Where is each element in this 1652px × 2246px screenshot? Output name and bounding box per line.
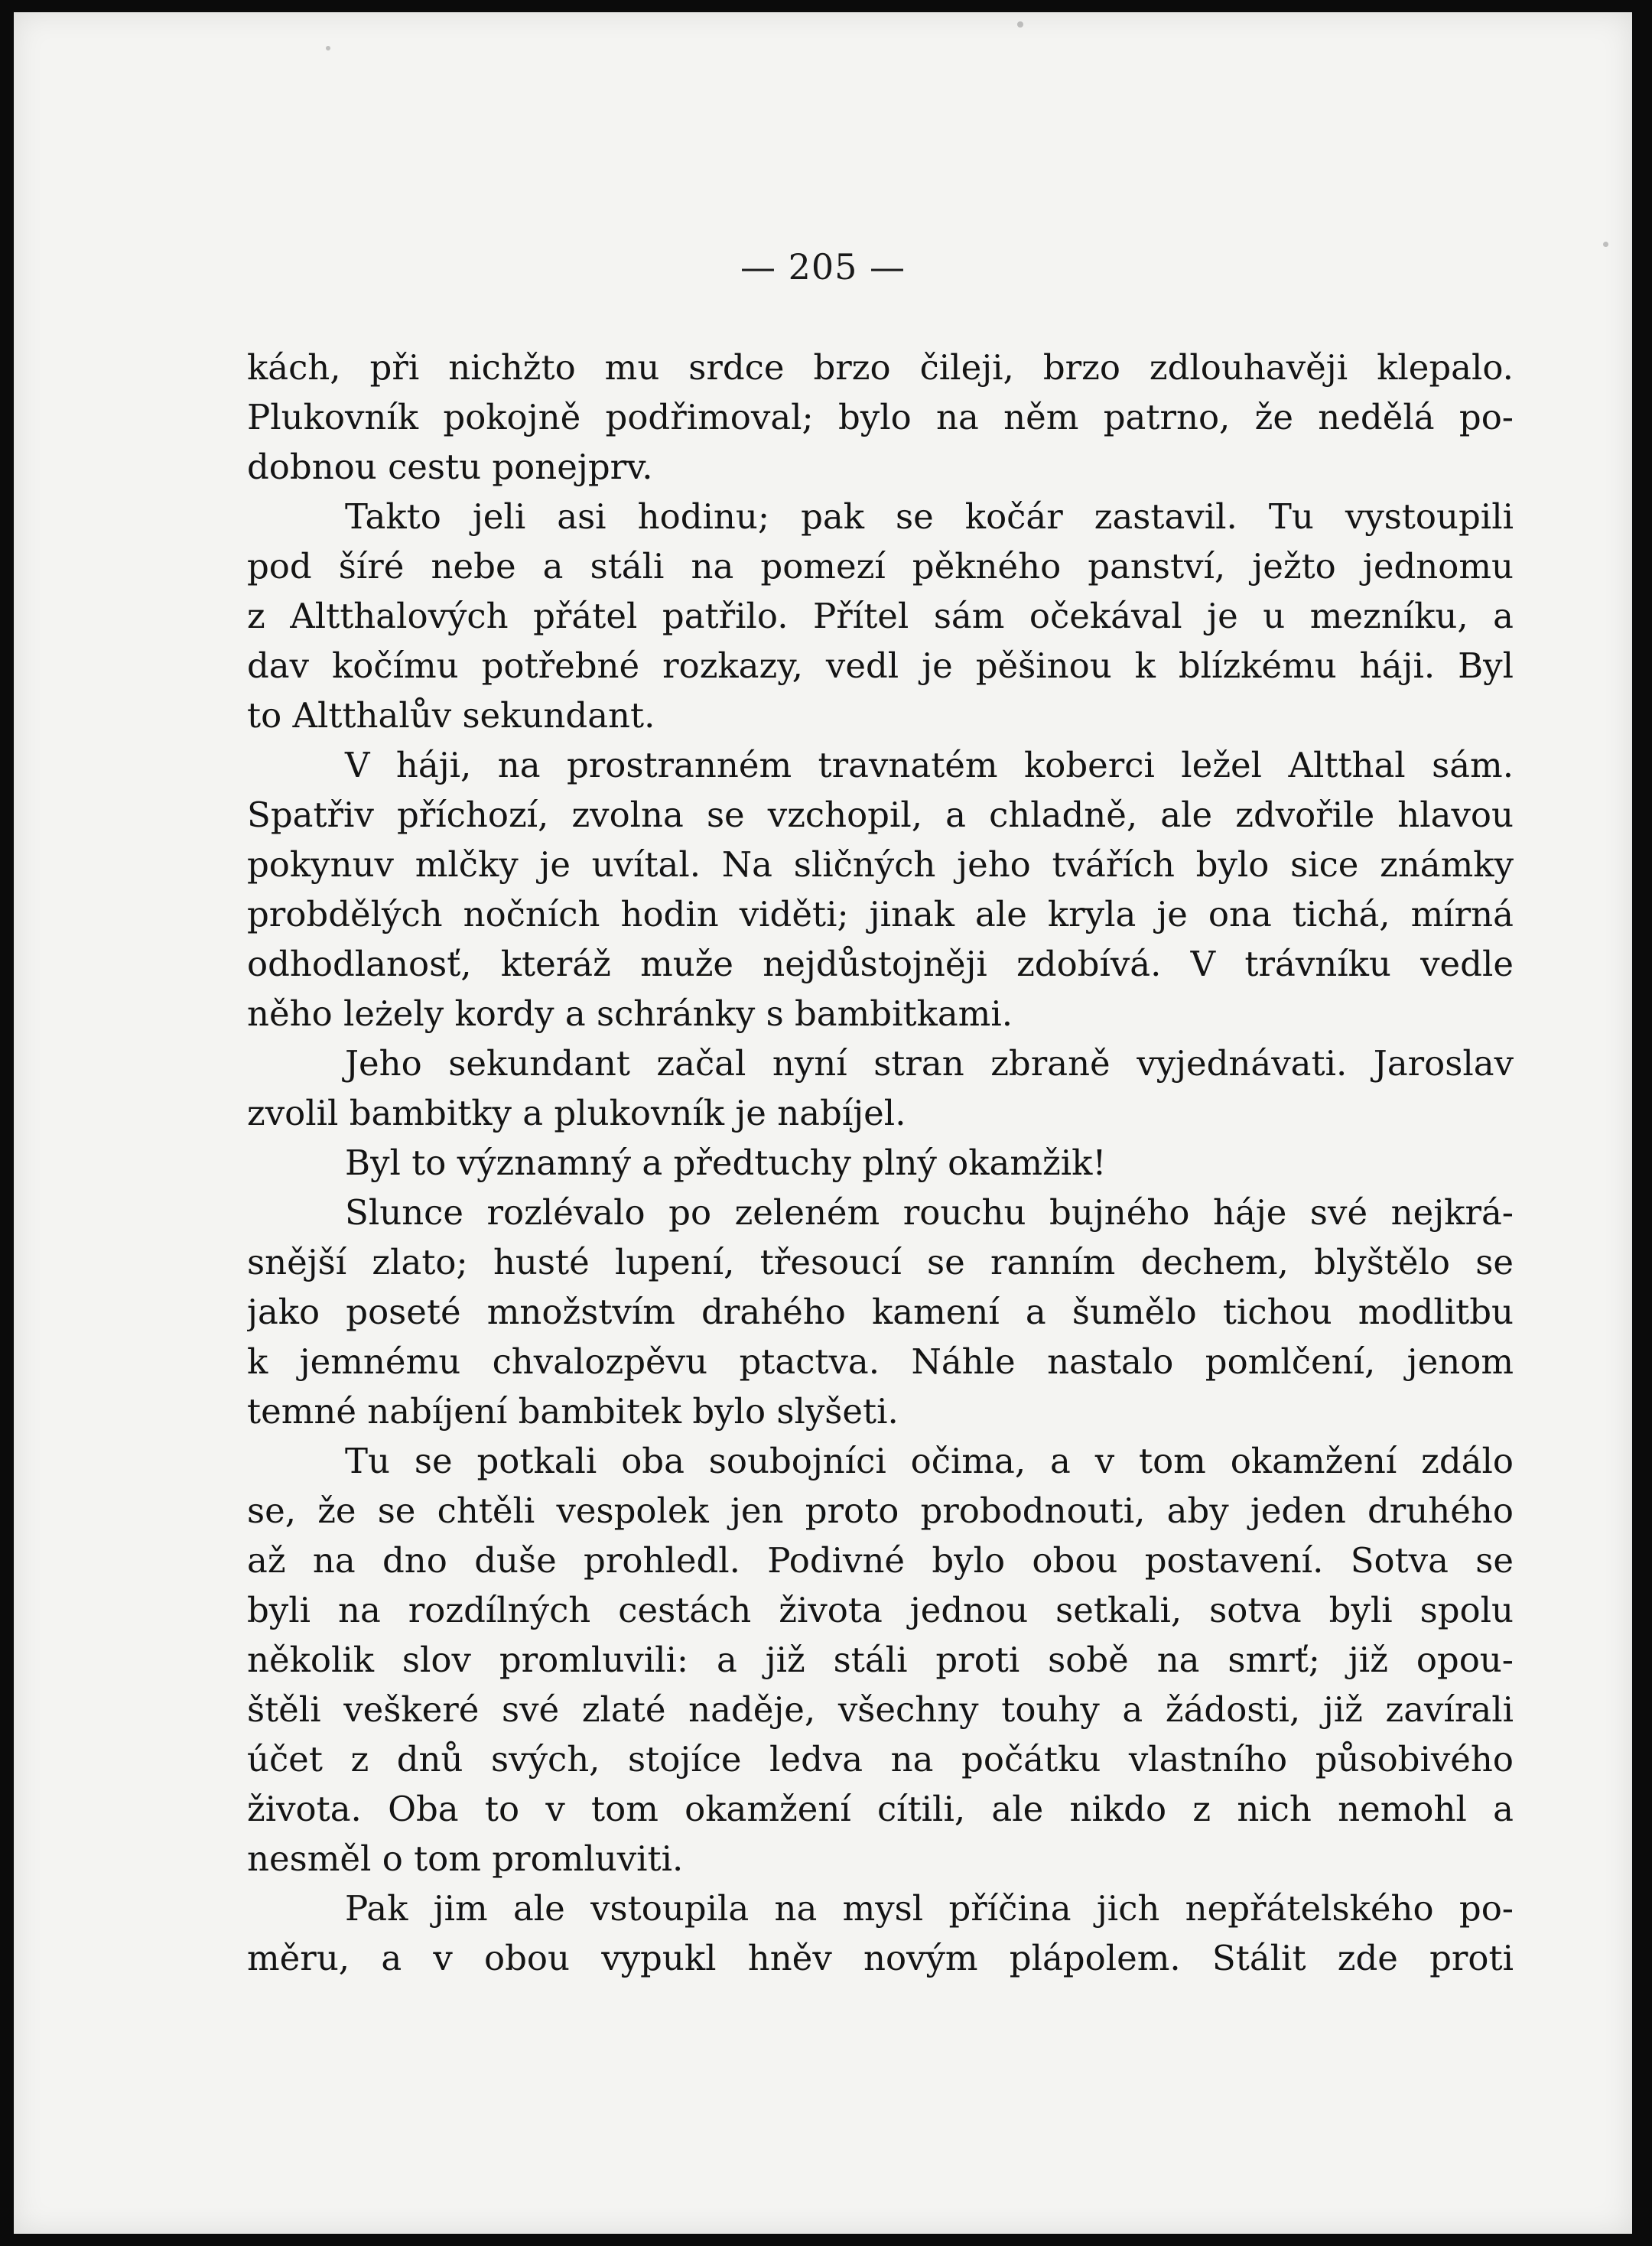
text-line: z Altthalových přátel patřilo. Přítel sám očekával je u mezníku, a xyxy=(247,596,1514,636)
text-line: štěli veškeré své zlaté naděje, všechny touhy a žádosti, již zavírali xyxy=(247,1689,1514,1730)
text-line: to Altthalův sekundant. xyxy=(247,695,655,736)
text-line: měru, a v obou vypukl hněv novým plápolem. Stálit zde proti xyxy=(247,1938,1514,1978)
text-line: Plukovník pokojně podřimoval; bylo na něm patrno, že nedělá po- xyxy=(247,397,1514,437)
text-line: účet z dnů svých, stojíce ledva na počátku vlastního působivého xyxy=(247,1739,1514,1780)
text-line: odhodlanosť, kteráž muže nejdůstojněji zdobívá. V trávníku vedle xyxy=(247,944,1514,984)
text-line: probdělých nočních hodin viděti; jinak ale kryla je ona tichá, mírná xyxy=(247,894,1514,934)
text-line: byli na rozdílných cestách života jednou setkali, sotva byli spolu xyxy=(247,1590,1514,1630)
paper-speck xyxy=(326,46,330,50)
text-line: nesměl o tom promluviti. xyxy=(247,1838,684,1879)
text-line: pokynuv mlčky je uvítal. Na sličných jeho tvářích bylo sice známky xyxy=(247,844,1514,885)
text-line: života. Oba to v tom okamžení cítili, ale nikdo z nich nemohl a xyxy=(247,1789,1514,1829)
text-line: temné nabíjení bambitek bylo slyšeti. xyxy=(247,1391,899,1432)
text-line: Byl to významný a předtuchy plný okamžik! xyxy=(345,1143,1107,1183)
text-line: Jeho sekundant začal nyní stran zbraně vyjednávati. Jaroslav xyxy=(345,1043,1514,1084)
body-text xyxy=(247,343,1514,1983)
text-line: Takto jeli asi hodinu; pak se kočár zastavil. Tu vystoupili xyxy=(345,496,1514,537)
book-page xyxy=(14,12,1632,2234)
text-line: Spatřiv příchozí, zvolna se vzchopil, a chladně, ale zdvořile hlavou xyxy=(247,795,1514,835)
text-line: dobnou cestu ponejprv. xyxy=(247,447,653,487)
paper-speck xyxy=(1017,21,1023,28)
text-line: Tu se potkali oba soubojníci očima, a v tom okamžení zdálo xyxy=(345,1441,1514,1481)
text-line: kách, při nichžto mu srdce brzo čileji, brzo zdlouhavěji klepalo. xyxy=(247,347,1514,388)
text-line: pod šíré nebe a stáli na pomezí pěkného panství, ježto jednomu xyxy=(247,546,1514,587)
text-line: něho leżely kordy a schránky s bambitkami. xyxy=(247,993,1013,1034)
text-line: několik slov promluvili: a již stáli proti sobě na smrť; již opou- xyxy=(247,1640,1514,1680)
text-line: zvolil bambitky a plukovník je nabíjel. xyxy=(247,1093,906,1133)
text-line: k jemnému chvalozpěvu ptactva. Náhle nastalo pomlčení, jenom xyxy=(247,1341,1514,1382)
text-line: Pak jim ale vstoupila na mysl příčina jich nepřátelského po- xyxy=(345,1888,1514,1929)
text-line: dav kočímu potřebné rozkazy, vedl je pěšinou k blízkému háji. Byl xyxy=(247,645,1514,686)
text-line: se, že se chtěli vespolek jen proto probodnouti, aby jeden druhého xyxy=(247,1490,1514,1531)
page-number: — 205 — xyxy=(740,246,906,288)
text-line: až na dno duše prohledl. Podivné bylo obou postavení. Sotva se xyxy=(247,1540,1514,1581)
text-line: V háji, na prostranném travnatém koberci ležel Altthal sám. xyxy=(345,745,1514,785)
text-line: jako poseté množstvím drahého kamení a šumělo tichou modlitbu xyxy=(247,1292,1514,1332)
text-line: Slunce rozlévalo po zeleném rouchu bujného háje své nejkrá- xyxy=(345,1192,1514,1233)
text-line: snější zlato; husté lupení, třesoucí se ranním dechem, blyštělo se xyxy=(247,1242,1514,1282)
